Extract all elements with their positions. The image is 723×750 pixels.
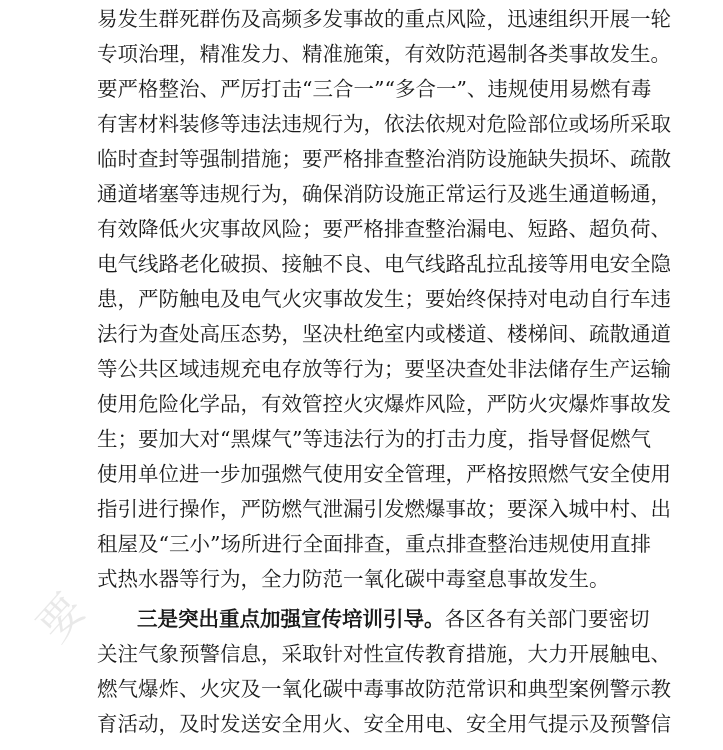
section-3-heading: 三是突出重点加强宣传培训引导。 — [137, 607, 445, 631]
paragraph-line: 患，严防触电及电气火灾事故发生；要始终保持对电动自行车违 — [97, 287, 671, 311]
paragraph-line: 关注气象预警信息，采取针对性宣传教育措施，大力开展触电、 — [97, 642, 671, 666]
paragraph-line: 要严格整治、严厉打击“三合一”“多合一”、违规使用易燃有毒 — [97, 77, 652, 101]
paragraph-line: 指引进行操作，严防燃气泄漏引发燃爆事故；要深入城中村、出 — [97, 497, 671, 521]
paragraph-line: 使用单位进一步加强燃气使用安全管理，严格按照燃气安全使用 — [97, 462, 671, 486]
paragraph-line: 有效降低火灾事故风险；要严格排查整治漏电、短路、超负荷、 — [97, 217, 671, 241]
paragraph-line: 通道堵塞等违规行为，确保消防设施正常运行及逃生通道畅通， — [97, 182, 671, 206]
paragraph-line: 有害材料装修等违法违规行为，依法依规对危险部位或场所采取 — [97, 112, 671, 136]
paragraph-line: 育活动，及时发送安全用火、安全用电、安全用气提示及预警信 — [97, 712, 671, 736]
paragraph-line: 使用危险化学品，有效管控火灾爆炸风险，严防火灾爆炸事故发 — [97, 392, 671, 416]
paragraph-line: 生；要加大对“黑煤气”等违法行为的打击力度，指导督促燃气 — [97, 427, 651, 451]
section-3-first-line — [137, 604, 650, 634]
paragraph-line: 租屋及“三小”场所进行全面排查，重点排查整治违规使用直排 — [97, 532, 651, 556]
paragraph-line: 临时查封等强制措施；要严格排查整治消防设施缺失损坏、疏散 — [97, 147, 671, 171]
paragraph-line: 易发生群死群伤及高频多发事故的重点风险，迅速组织开展一轮 — [97, 7, 671, 31]
paragraph-line: 等公共区域违规充电存放等行为；要坚决查处非法储存生产运输 — [97, 357, 671, 381]
paragraph-line: 电气线路老化破损、接触不良、电气线路乱拉乱接等用电安全隐 — [97, 252, 671, 276]
paragraph-line: 燃气爆炸、火灾及一氧化碳中毒事故防范常识和典型案例警示教 — [97, 677, 671, 701]
paragraph-line: 式热水器等行为，全力防范一氧化碳中毒窒息事故发生。 — [97, 567, 610, 591]
paragraph-line: 专项治理，精准发力、精准施策，有效防范遏制各类事故发生。 — [97, 42, 671, 66]
watermark: 要 — [28, 580, 100, 652]
section-3-first-line-text: 各区各有关部门要密切 — [444, 607, 650, 631]
paragraph-line: 法行为查处高压态势，坚决杜绝室内或楼道、楼梯间、疏散通道 — [97, 322, 671, 346]
